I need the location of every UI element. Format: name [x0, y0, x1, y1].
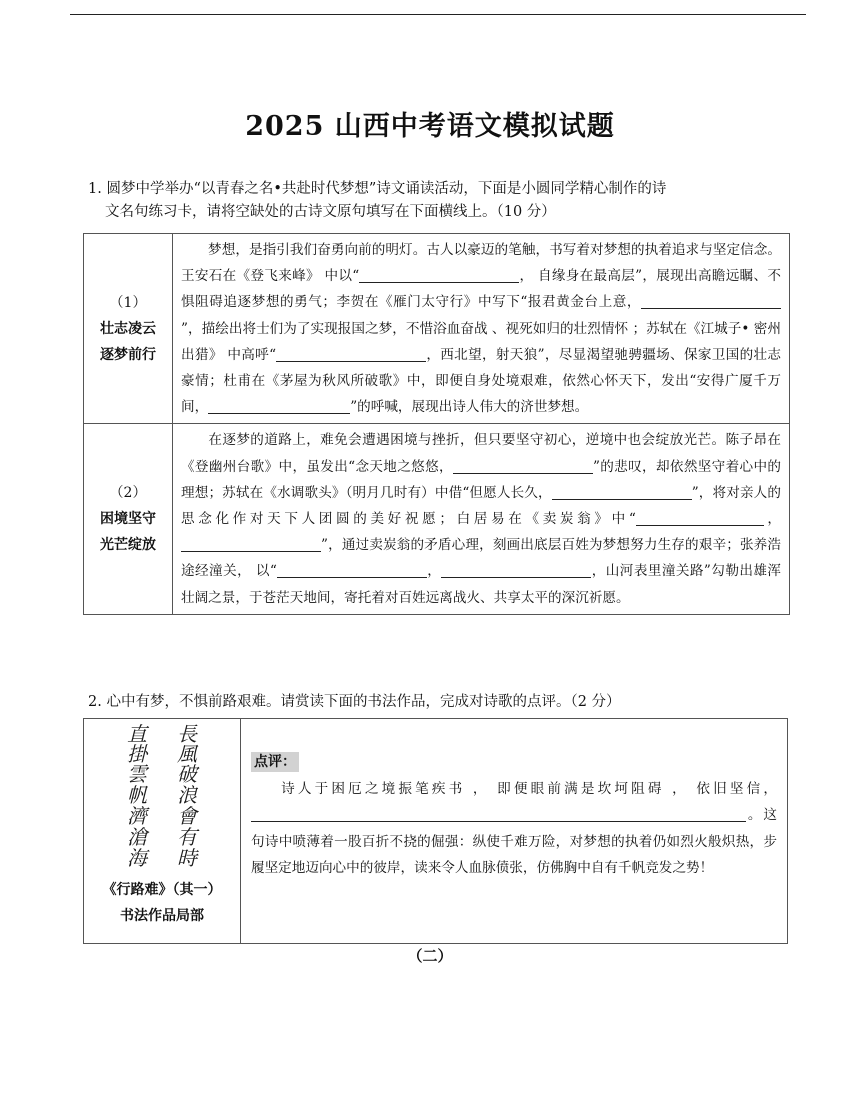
- calligraphy-char: 時: [177, 846, 197, 870]
- card-2-text-part: ，山河表里潼关路”勾勒出雄浑壮阔之景，于苍茫天地间，寄托着对百姓远离战火、共享太平的深沉祈愿。: [181, 563, 782, 606]
- calligraphy-char: 有: [177, 825, 197, 849]
- card-2-text-part: ，: [426, 563, 442, 580]
- card-row-2: [84, 424, 790, 614]
- card-2-label: [84, 424, 173, 614]
- answer-blank[interactable]: [636, 510, 764, 526]
- answer-blank[interactable]: [453, 458, 593, 474]
- answer-blank[interactable]: [359, 267, 519, 283]
- card-2-text-part: ”，将对亲人的思念化作对天下人团圆的美好祝愿；白居易在《卖炭翁》中“: [181, 484, 781, 528]
- card-1-text-part: ”的呼喊，展现出诗人伟大的济世梦想。: [350, 399, 589, 416]
- comment-text: [251, 776, 777, 882]
- card-2-text-part: ”，通过卖炭翁的矛盾心理，刻画出底层百姓为梦想努力生存的艰辛；张养浩途经潼关， 以“: [181, 537, 781, 580]
- calligraphy-char: 會: [177, 804, 197, 828]
- calligraphy-row: [84, 719, 788, 944]
- comment-cell: [241, 719, 788, 944]
- answer-blank[interactable]: [277, 562, 427, 578]
- calligraphy-char: 長: [177, 722, 197, 746]
- calligraphy-char: 風: [177, 742, 197, 766]
- calligraphy-caption-line-1: 《行路难》（其一）: [102, 882, 222, 898]
- page-title: 2025 山西中考语文模拟试题: [245, 111, 615, 142]
- card-1-text-part: 梦想，是指引我们奋勇向前的明灯。古人以豪迈的笔触，书写着对梦想的执着追求与坚定信念。王安石在《登飞来峰》 中以“: [181, 242, 781, 285]
- card-2-text-part: ，: [763, 511, 782, 528]
- calligraphy-char: 破: [177, 762, 197, 786]
- card-1-name-line-2: 逐梦前行: [100, 346, 156, 363]
- comment-label: 点评：: [251, 752, 299, 772]
- card-1-text-part: ”，描绘出将士们为了实现报国之梦，不惜浴血奋战 、视死如归的壮烈情怀 ；苏轼在《江城子• 密州出猎》 中高呼“: [181, 320, 781, 363]
- comment-part-1: 诗人于困厄之境振笔疾书 ， 即便眼前满是坎坷阻碍 ， 依旧坚信，: [278, 780, 777, 797]
- card-2-number: （2）: [109, 485, 147, 502]
- calligraphy-table: [83, 718, 788, 944]
- card-1-text-part: ， 自缘身在最高层”，展现出高瞻远瞩、不惧阻碍追逐梦想的勇气；李贺在《雁门太守行》中写下“报君黄金台上意，: [181, 268, 781, 311]
- card-1-text: [173, 234, 790, 424]
- comment-part-2: 。这句诗中喷薄着一股百折不挠的倔强：纵使千难万险，对梦想的执着仍如烈火般炽热，步履坚定地迈向心中的彼岸，读来令人血脉偾张，仿佛胸中自有千帆竞发之势！: [251, 807, 777, 876]
- question-1-stem: [88, 178, 788, 224]
- card-row-1: [84, 234, 790, 424]
- card-2-text: [173, 424, 790, 614]
- calligraphy-char: 帆: [127, 783, 147, 807]
- question-1-line-2: 文名句练习卡，请将空缺处的古诗文原句填写在下面横线上。（10 分）: [105, 204, 556, 220]
- calligraphy-char: 浪: [177, 783, 197, 807]
- card-2-name-line-1: 困境坚守: [100, 511, 156, 528]
- calligraphy-char: 直: [127, 722, 147, 746]
- answer-blank[interactable]: [641, 293, 781, 309]
- calligraphy-image: [107, 721, 217, 871]
- card-2-name-line-2: 光芒绽放: [100, 537, 156, 554]
- answer-blank[interactable]: [276, 346, 426, 362]
- poetry-card-table: [83, 233, 790, 615]
- calligraphy-char: 滄: [127, 825, 147, 849]
- calligraphy-char: 海: [127, 846, 147, 870]
- card-1-name-line-1: 壮志凌云: [100, 320, 156, 337]
- question-2-stem: 2. 心中有梦，不惧前路艰难。请赏读下面的书法作品，完成对诗歌的点评。（2 分）: [88, 694, 621, 710]
- calligraphy-caption-line-2: 书法作品局部: [120, 908, 204, 924]
- answer-blank[interactable]: [251, 806, 746, 822]
- header-rule: [70, 14, 806, 15]
- card-2-text-part: 在逐梦的道路上，难免会遭遇困境与挫折，但只要坚守初心，逆境中也会绽放光芒。陈子昂在《登幽州台歌》中，虽发出“念天地之悠悠，: [181, 432, 781, 475]
- question-1-line-1: 1. 圆梦中学举办“以青春之名•共赴时代梦想”诗文诵读活动，下面是小圆同学精心制作的诗: [88, 181, 667, 197]
- calligraphy-char: 雲: [127, 762, 147, 786]
- answer-blank[interactable]: [181, 536, 321, 552]
- card-1-label: [84, 234, 173, 424]
- answer-blank[interactable]: [552, 484, 692, 500]
- card-2-text-part: ”的悲叹，却依然坚守着心中的理想；苏轼在《水调歌头》（明月几时有）中借“但愿人长久，: [181, 458, 781, 501]
- section-heading: （二）: [407, 947, 453, 965]
- calligraphy-char: 掛: [127, 742, 147, 766]
- calligraphy-cell: [84, 719, 241, 944]
- card-1-number: （1）: [109, 294, 147, 311]
- calligraphy-char: 濟: [127, 804, 147, 828]
- card-1-text-part: ，西北望，射天狼”，尽显渴望驰骋疆场、保家卫国的壮志豪情；杜甫在《茅屋为秋风所破歌》中，即便自身处境艰难，依然心怀天下，发出“安得广厦千万间，: [181, 346, 781, 416]
- calligraphy-caption: [84, 877, 240, 929]
- answer-blank[interactable]: [208, 398, 350, 414]
- answer-blank[interactable]: [441, 562, 591, 578]
